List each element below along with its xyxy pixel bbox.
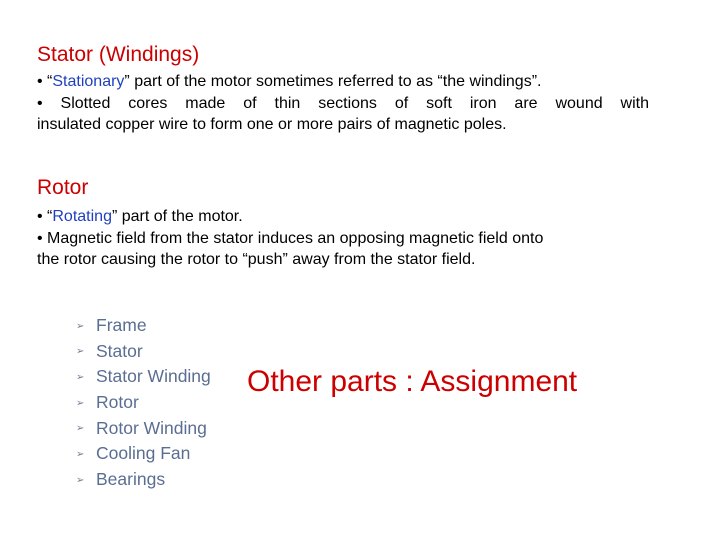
stator-bullet-1-prefix: • “	[37, 73, 53, 90]
arrow-bullet-icon: ➢	[76, 423, 85, 435]
stator-description	[37, 71, 649, 136]
list-item	[76, 416, 211, 442]
stator-bullet-1-rest: ” part of the motor sometimes referred to as “the windings”.	[124, 73, 542, 90]
rotor-bullet-1-rest: ” part of the motor.	[111, 208, 243, 225]
assignment-note: Other parts : Assignment	[247, 365, 578, 398]
arrow-bullet-icon: ➢	[76, 320, 85, 332]
list-item-label: Rotor	[96, 392, 139, 413]
rotor-bullet-2-continued: the rotor causing the rotor to “push” away from the stator field.	[37, 251, 476, 268]
list-item-label: Stator Winding	[96, 366, 211, 387]
list-item-label: Cooling Fan	[96, 443, 191, 464]
stator-term-stationary: Stationary	[52, 73, 125, 90]
list-item	[76, 339, 211, 365]
list-item	[76, 467, 211, 493]
rotor-term-rotating: Rotating	[52, 208, 112, 225]
arrow-bullet-icon: ➢	[76, 474, 85, 486]
motor-parts-list	[76, 313, 211, 493]
stator-bullet-1	[37, 71, 649, 93]
arrow-bullet-icon: ➢	[76, 346, 85, 358]
arrow-bullet-icon: ➢	[76, 397, 85, 409]
rotor-bullet-2: • Magnetic field from the stator induces an opposing magnetic field onto	[37, 229, 544, 247]
rotor-heading: Rotor	[37, 176, 89, 199]
list-item	[76, 313, 211, 339]
list-item-label: Rotor Winding	[96, 417, 207, 438]
list-item-label: Stator	[96, 340, 143, 361]
rotor-description	[37, 206, 649, 271]
list-item	[76, 390, 211, 416]
list-item	[76, 364, 211, 390]
list-item	[76, 441, 211, 467]
arrow-bullet-icon: ➢	[76, 448, 85, 460]
stator-bullet-2-continued: insulated copper wire to form one or more pairs of magnetic poles.	[37, 116, 507, 133]
stator-bullet-2: • Slotted cores made of thin sections of soft iron are wound with	[37, 94, 649, 112]
rotor-bullet-1-prefix: • “	[37, 208, 53, 225]
arrow-bullet-icon: ➢	[76, 371, 85, 383]
list-item-label: Frame	[96, 315, 147, 335]
stator-heading: Stator (Windings)	[37, 43, 200, 66]
list-item-label: Bearings	[96, 469, 166, 490]
rotor-bullet-1	[37, 206, 649, 228]
